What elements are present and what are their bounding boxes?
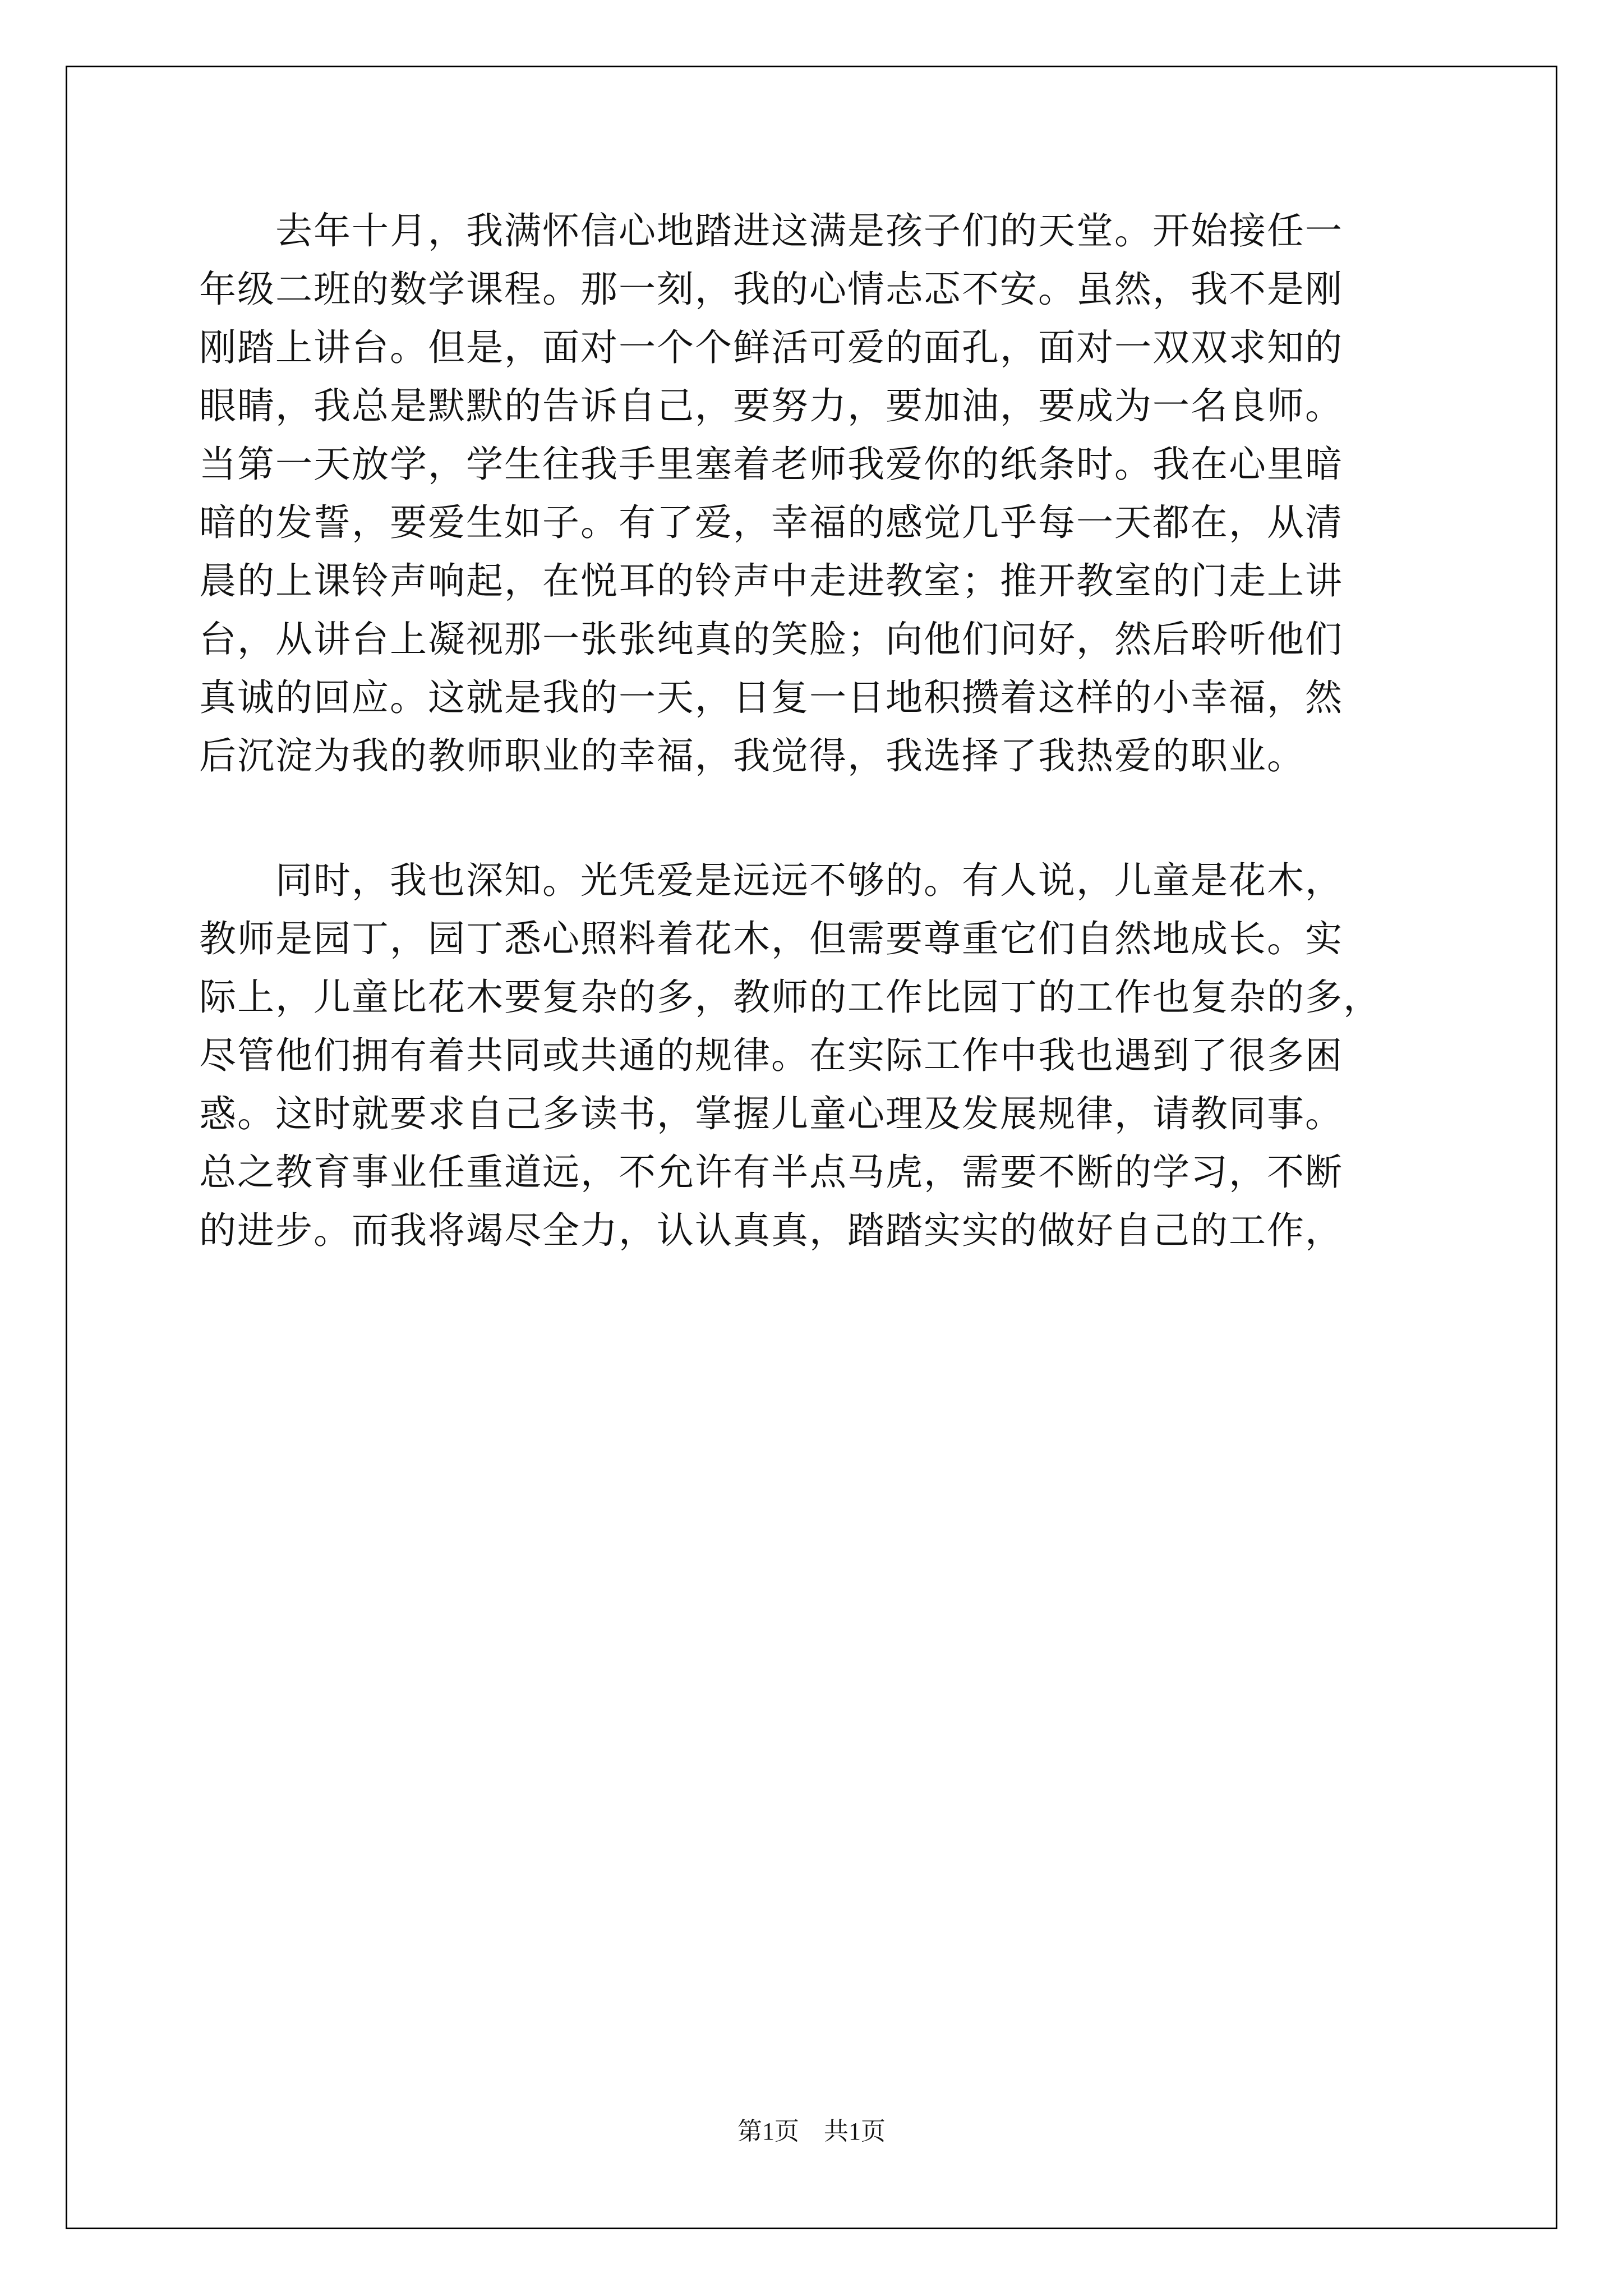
text-line: 眼睛，我总是默默的告诉自己，要努力，要加油，要成为一名良师。: [199, 384, 1343, 427]
text-line: 年级二班的数学课程。那一刻，我的心情忐忑不安。虽然，我不是刚: [199, 268, 1343, 311]
text-line: 去年十月，我满怀信心地踏进这满是孩子们的天堂。开始接任一: [199, 209, 1343, 252]
text-line: 晨的上课铃声响起，在悦耳的铃声中走进教室；推开教室的门走上讲: [199, 559, 1343, 602]
text-line: 总之教育事业任重道远，不允许有半点马虎，需要不断的学习，不断: [199, 1151, 1343, 1194]
text-line: 际上，儿童比花木要复杂的多，教师的工作比园丁的工作也复杂的多，: [199, 976, 1381, 1019]
text-line: 刚踏上讲台。但是，面对一个个鲜活可爱的面孔，面对一双双求知的: [199, 326, 1343, 369]
text-line: 尽管他们拥有着共同或共通的规律。在实际工作中我也遇到了很多困: [199, 1034, 1343, 1077]
text-line: 同时，我也深知。光凭爱是远远不够的。有人说，儿童是花木，: [199, 859, 1343, 902]
text-line: 真诚的回应。这就是我的一天，日复一日地积攒着这样的小幸福，然: [199, 676, 1343, 719]
text-line: 的进步。而我将竭尽全力，认认真真，踏踏实实的做好自己的工作，: [199, 1209, 1343, 1252]
page-number-footer: 第1页 共1页: [737, 2118, 886, 2145]
text-line: 当第一天放学，学生往我手里塞着老师我爱你的纸条时。我在心里暗: [199, 443, 1343, 486]
text-line: 后沉淀为我的教师职业的幸福，我觉得，我选择了我热爱的职业。: [199, 734, 1305, 777]
text-line: 惑。这时就要求自己多读书，掌握儿童心理及发展规律，请教同事。: [199, 1092, 1343, 1135]
text-line: 台，从讲台上凝视那一张张纯真的笑脸；向他们问好，然后聆听他们: [199, 618, 1343, 661]
document-body: [199, 202, 1433, 1260]
text-line: 教师是园丁，园丁悉心照料着花木，但需要尊重它们自然地成长。实: [199, 917, 1343, 960]
text-line: 暗的发誓，要爱生如子。有了爱，幸福的感觉几乎每一天都在，从清: [199, 501, 1343, 544]
paragraph-gap: [199, 785, 1433, 852]
